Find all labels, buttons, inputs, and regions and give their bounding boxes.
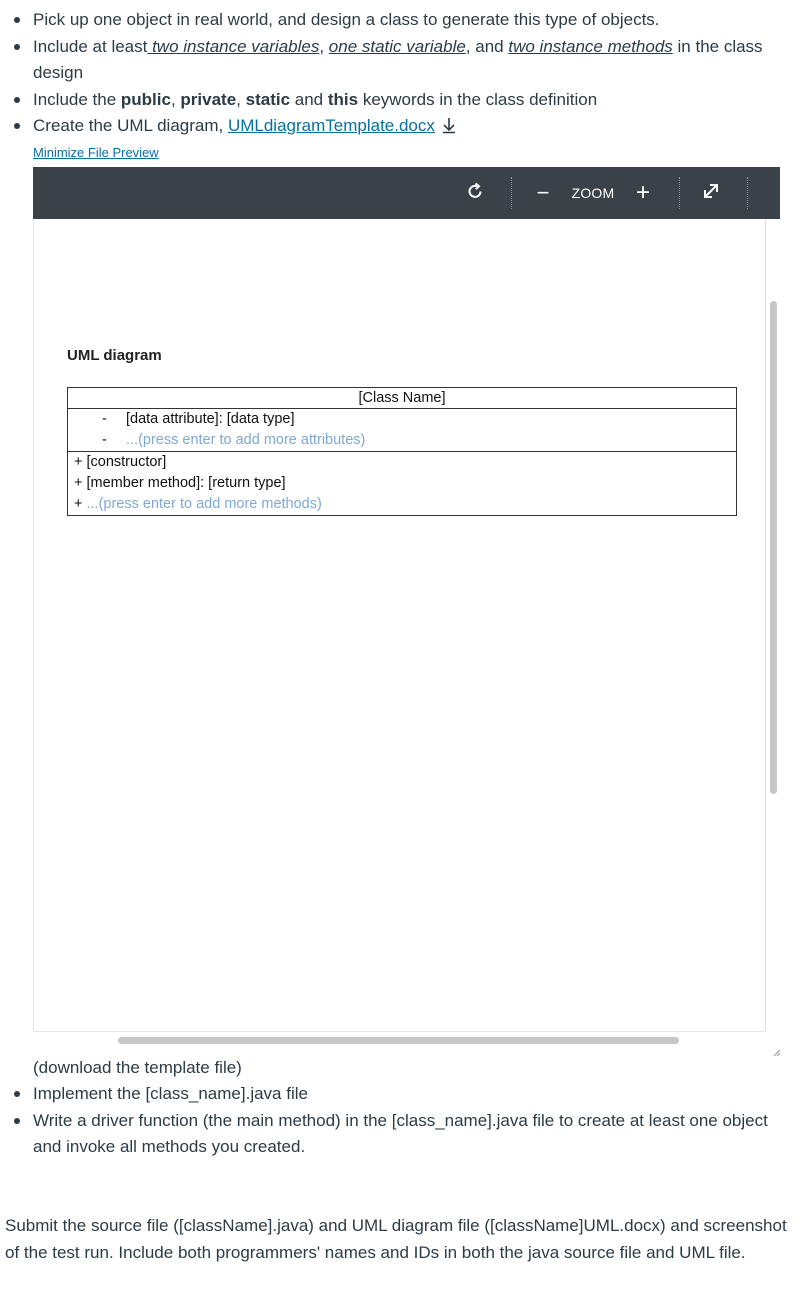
method-prefix: + [74, 454, 87, 470]
attributes-section [68, 409, 736, 452]
toolbar-divider [747, 177, 748, 209]
fullscreen-button[interactable] [695, 167, 727, 219]
submission-instructions: Submit the source file ([className].java) and UML diagram file ([className]UML.docx) and screenshot of the test run. Include both programmers' names and IDs in both the java source file and UML file. [5, 1216, 787, 1262]
method-text: [constructor] [86, 454, 167, 470]
expand-icon [701, 181, 721, 206]
method-prefix: + [74, 475, 87, 491]
list-item [0, 87, 790, 114]
vertical-scrollbar[interactable] [765, 219, 781, 1031]
instance-methods-link[interactable]: two instance methods [508, 36, 673, 56]
attribute-text: [data attribute]: [data type] [126, 411, 295, 427]
dash-bullet: - [102, 432, 107, 448]
list-item-text: , [319, 36, 329, 56]
list-item-text: Pick up one object in real world, and design a class to generate this type of objects. [33, 10, 660, 29]
minimize-file-preview-link[interactable]: Minimize File Preview [33, 145, 159, 160]
dash-bullet: - [102, 411, 107, 427]
preview-toolbar [33, 167, 780, 219]
list-item [0, 7, 790, 34]
list-item-text: Create the UML diagram, [33, 116, 228, 135]
attribute-hint-text: ...(press enter to add more attributes) [126, 432, 366, 448]
download-icon[interactable] [441, 116, 457, 134]
list-item [0, 113, 790, 140]
list-item [0, 34, 790, 87]
methods-section [68, 452, 736, 515]
file-preview [33, 167, 780, 1053]
instructions-list [0, 7, 790, 140]
keyword-static: static [245, 89, 291, 109]
list-item-text: in the class design [33, 36, 763, 82]
method-text: [member method]: [return type] [86, 475, 286, 491]
template-file-link[interactable]: UMLdiagramTemplate.docx [227, 116, 435, 135]
resize-handle-icon[interactable] [773, 1044, 781, 1052]
uml-heading: UML diagram [67, 347, 162, 364]
uml-class-table [67, 387, 737, 516]
attribute-item [68, 409, 736, 430]
rotate-button[interactable] [457, 167, 493, 219]
list-item-text: , and [465, 36, 509, 56]
toolbar-divider [511, 177, 512, 209]
class-name-cell: [Class Name] [68, 388, 736, 409]
list-item-text: Include the [33, 89, 121, 109]
list-item-text: and [290, 89, 328, 109]
keyword-this: this [327, 89, 359, 109]
list-item [0, 1108, 790, 1161]
list-item [0, 1081, 790, 1108]
zoom-in-button[interactable]: + [635, 179, 650, 206]
method-item [68, 473, 736, 494]
list-item-text: Include at least [33, 36, 148, 56]
horizontal-scroll-thumb[interactable] [118, 1037, 679, 1044]
attribute-item [68, 430, 736, 451]
download-note: (download the template file) [33, 1058, 242, 1077]
zoom-out-button[interactable]: − [536, 180, 550, 205]
list-item-text: , [170, 89, 181, 109]
zoom-label: ZOOM [571, 185, 615, 201]
method-item [68, 494, 736, 515]
list-item-text: keywords in the class definition [358, 89, 598, 109]
keyword-public: public [120, 89, 171, 109]
static-variable-link[interactable]: one static variable [328, 36, 466, 56]
list-item-text: Write a driver function (the main method) in the [class_name].java file to create at least one object and invoke all methods you created. [33, 1110, 768, 1156]
list-item-text: Implement the [class_name].java file [33, 1084, 308, 1103]
toolbar-divider [679, 177, 680, 209]
method-prefix: + [74, 496, 87, 512]
instance-variables-link[interactable]: two instance variables [147, 36, 320, 56]
keyword-private: private [180, 89, 237, 109]
method-item [68, 452, 736, 473]
document-page [33, 219, 766, 1032]
rotate-icon [465, 181, 485, 206]
implementation-list [0, 1081, 790, 1161]
vertical-scroll-thumb[interactable] [770, 301, 777, 794]
method-hint-text: ...(press enter to add more methods) [86, 496, 322, 512]
list-item-text: , [236, 89, 246, 109]
